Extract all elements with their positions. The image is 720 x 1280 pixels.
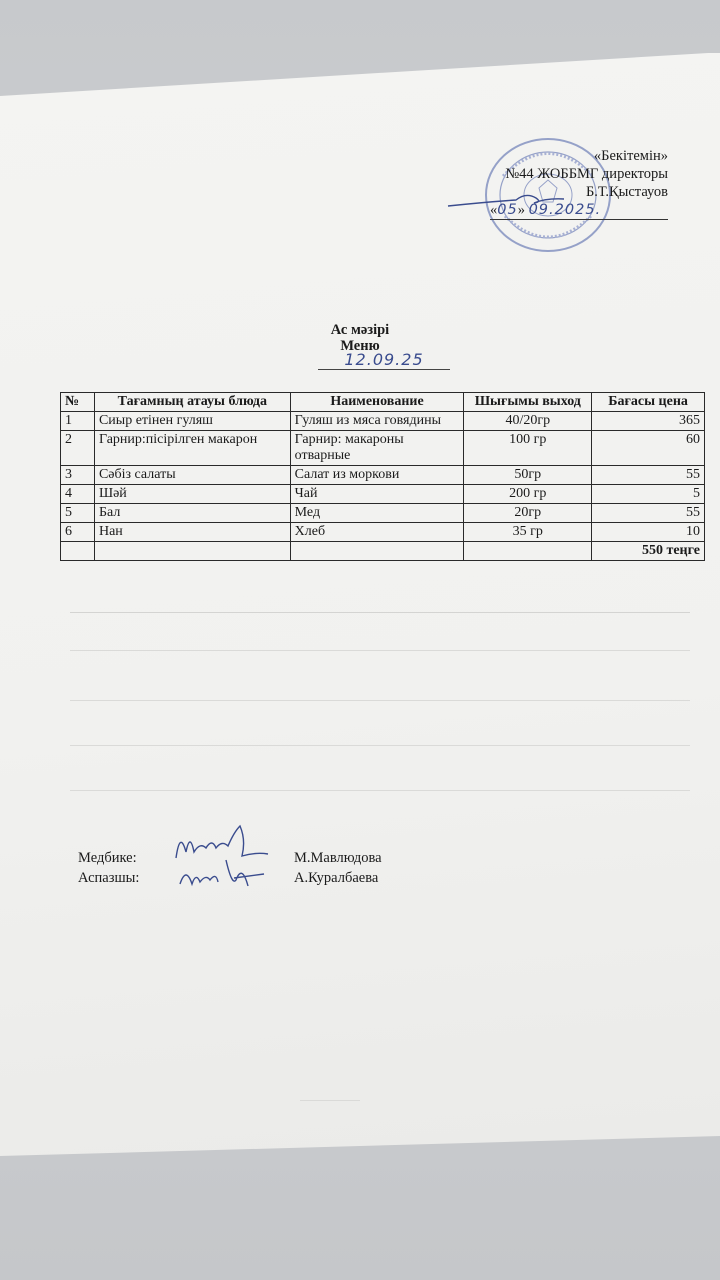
table-row <box>61 431 705 466</box>
row-output: 200 гр <box>464 485 592 504</box>
row-name-kz: Нан <box>94 523 290 542</box>
table-total-row <box>61 542 705 561</box>
row-output: 100 гр <box>464 431 592 466</box>
row-num: 5 <box>61 504 95 523</box>
row-name-ru: Салат из моркови <box>290 466 464 485</box>
approval-date-rest: 09.2025. <box>528 202 602 218</box>
row-output: 40/20гр <box>464 412 592 431</box>
approval-director: №44 ЖОББМГ директоры <box>505 166 668 182</box>
header-name-kz: Тағамның атауы блюда <box>94 393 290 412</box>
row-num: 6 <box>61 523 95 542</box>
row-num: 2 <box>61 431 95 466</box>
approval-date: «05» 09.2025. <box>490 201 668 220</box>
approval-date-day: 05 <box>497 202 518 218</box>
header-num: № <box>61 393 95 412</box>
table-row <box>61 504 705 523</box>
approval-block <box>490 147 668 220</box>
row-price: 60 <box>592 431 705 466</box>
table-header-row <box>61 393 705 412</box>
table-row <box>61 523 705 542</box>
header-output: Шығымы выход <box>464 393 592 412</box>
row-num: 3 <box>61 466 95 485</box>
row-name-kz: Шәй <box>94 485 290 504</box>
row-price: 5 <box>592 485 705 504</box>
table-row <box>61 412 705 431</box>
cook-name: А.Куралбаева <box>294 870 379 886</box>
header-name-ru: Наименование <box>290 393 464 412</box>
row-output: 50гр <box>464 466 592 485</box>
row-output: 20гр <box>464 504 592 523</box>
row-num: 1 <box>61 412 95 431</box>
row-name-kz: Сиыр етінен гуляш <box>94 412 290 431</box>
row-name-ru: Гуляш из мяса говядины <box>290 412 464 431</box>
table-row <box>61 466 705 485</box>
menu-title-kz: Ас мәзірі <box>330 322 390 338</box>
row-name-kz: Сәбіз салаты <box>94 466 290 485</box>
row-name-ru: Чай <box>290 485 464 504</box>
row-num: 4 <box>61 485 95 504</box>
row-price: 10 <box>592 523 705 542</box>
row-name-kz: Бал <box>94 504 290 523</box>
cook-signature <box>176 856 268 896</box>
table-row <box>61 485 705 504</box>
menu-date: 12.09.25 <box>318 350 450 370</box>
approval-name: Б.Т.Қыстауов <box>585 184 668 200</box>
row-name-kz: Гарнир:пісірілген макарон <box>94 431 290 466</box>
row-output: 35 гр <box>464 523 592 542</box>
row-price: 55 <box>592 466 705 485</box>
total-price: 550 теңге <box>592 542 705 561</box>
cook-role: Аспазшы: <box>78 870 140 886</box>
row-name-ru: Гарнир: макароны отварные <box>290 431 464 466</box>
nurse-role: Медбике: <box>78 850 137 866</box>
header-price: Бағасы цена <box>592 393 705 412</box>
approval-title: «Бекітемін» <box>593 148 668 164</box>
row-price: 55 <box>592 504 705 523</box>
menu-title-ru: Меню <box>340 338 380 354</box>
row-name-ru: Хлеб <box>290 523 464 542</box>
nurse-name: М.Мавлюдова <box>294 850 382 866</box>
row-price: 365 <box>592 412 705 431</box>
row-name-ru: Мед <box>290 504 464 523</box>
menu-table <box>60 392 705 561</box>
